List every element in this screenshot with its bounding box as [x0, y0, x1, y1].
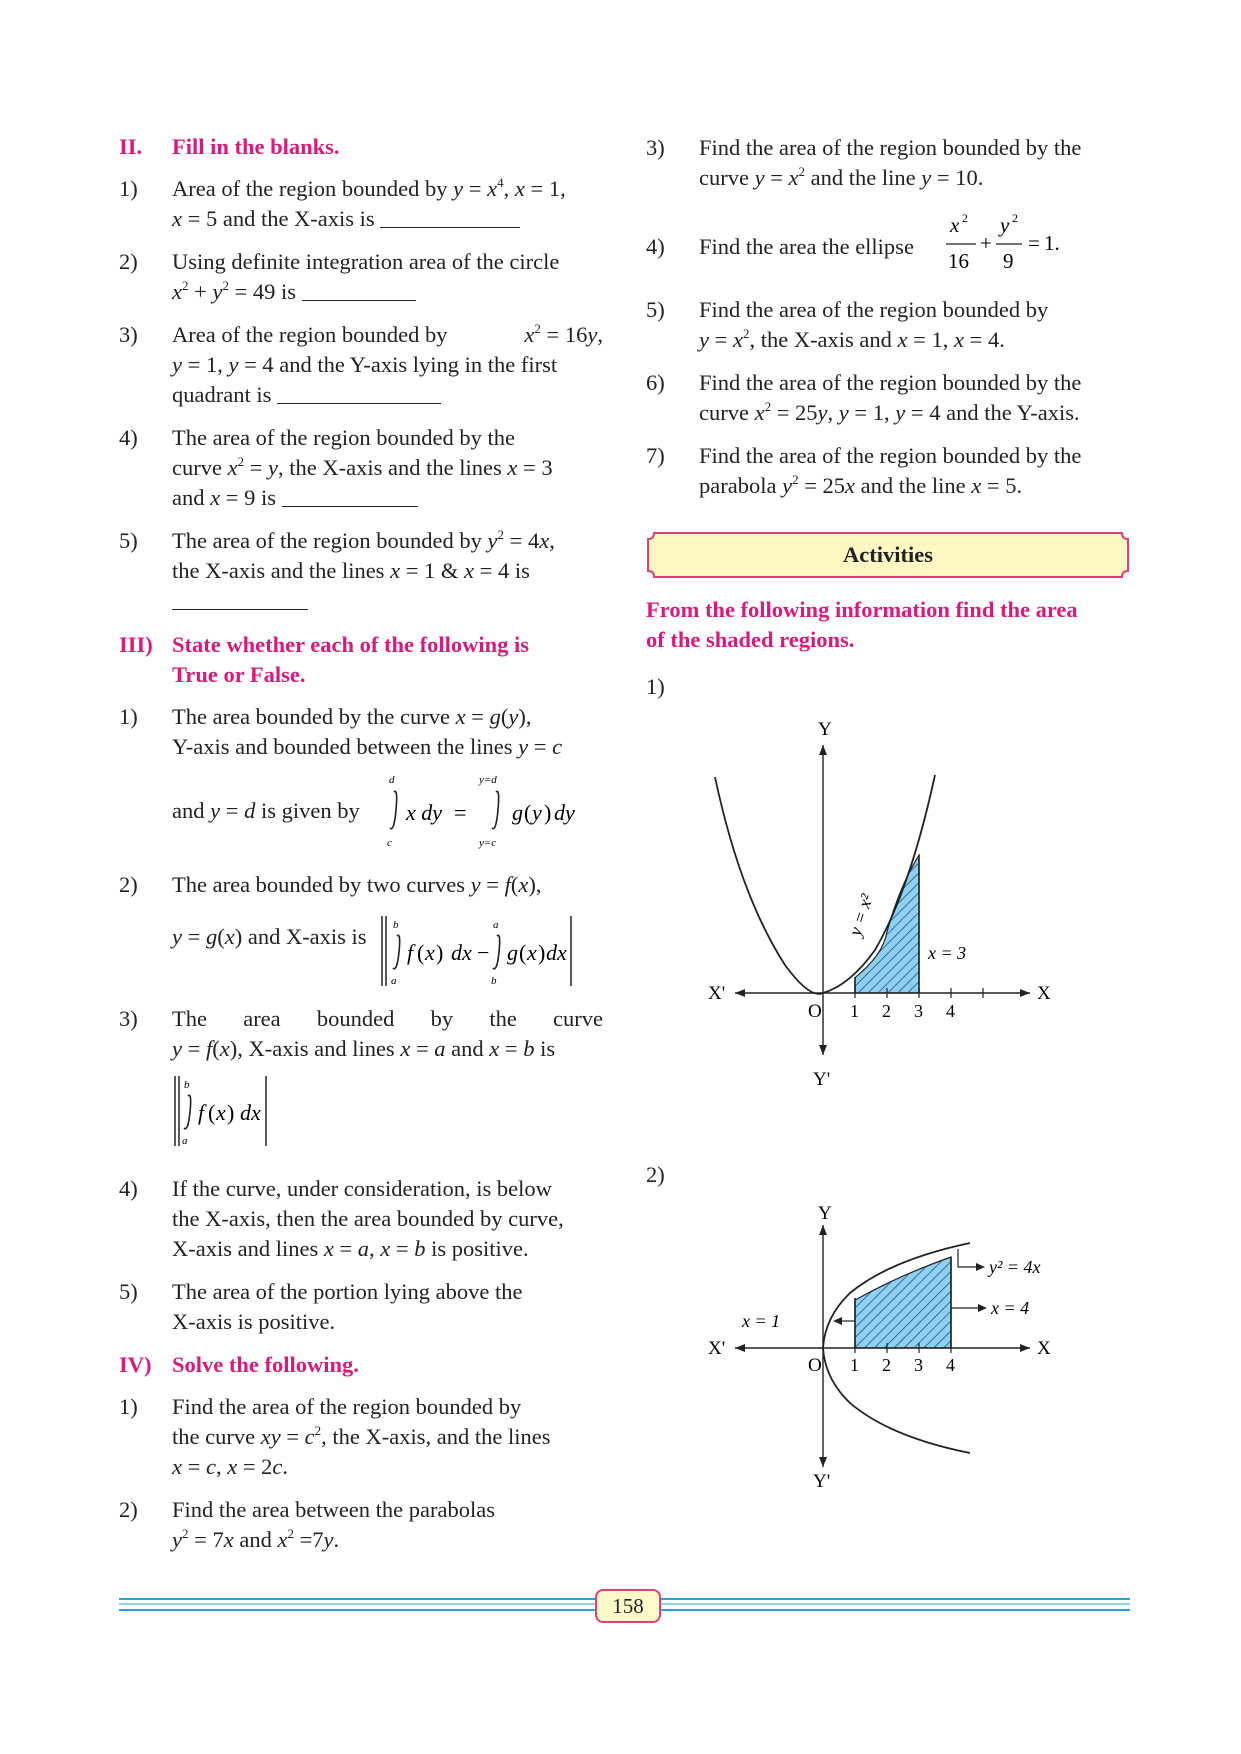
svg-text:9: 9: [1003, 249, 1014, 273]
activities-title: Activities: [843, 542, 933, 567]
svg-text:y: y: [1000, 213, 1010, 237]
tick-label: 3: [914, 1001, 923, 1021]
svg-text:a: a: [391, 975, 397, 987]
svg-text:b: b: [393, 919, 399, 931]
question-item: 3) Find the area of the region bounded by the curve $y = x^2$ and the line y = 10.: [646, 135, 1082, 190]
svg-text:b: b: [184, 1079, 190, 1091]
svg-text:(: (: [519, 940, 527, 965]
svg-text:x: x: [425, 940, 435, 965]
y-axis-label: Y: [818, 719, 832, 740]
tick-label: 2: [882, 1001, 891, 1021]
origin-label: O: [808, 1355, 822, 1376]
svg-text:2: 2: [962, 211, 968, 225]
question-item: 3) The area bounded by the curve y = f(x), X-axis and lines x = a and x = b is b a f ( x ) dx: [119, 1004, 603, 1154]
y-axis-neg-label: Y': [813, 1471, 831, 1492]
figure-2-parabola: [700, 1205, 1100, 1495]
x-axis-label: X: [1037, 1338, 1051, 1359]
svg-text:c: c: [387, 837, 392, 849]
svg-text:dx: dx: [451, 940, 472, 965]
svg-text:x dy: x dy: [406, 800, 443, 825]
svg-text:g: g: [512, 800, 523, 825]
activities-instruction: From the following information find the area of the shaded regions.: [646, 597, 1078, 652]
svg-text:): ): [544, 800, 552, 825]
question-item: 1) Area of the region bounded by $y = x^4$, x = 1, x = 5 and the X-axis is: [119, 175, 566, 231]
question-item: 5) Find the area of the region bounded by $y = x^2$, the X-axis and x = 1, x = 4.: [646, 297, 1049, 352]
tick-label: 1: [850, 1001, 859, 1021]
svg-text:=: =: [1028, 231, 1040, 255]
activities-banner: [646, 531, 1130, 579]
figure-number: 1): [646, 674, 665, 699]
svg-text:+: +: [980, 231, 992, 255]
svg-text:=: =: [454, 800, 467, 825]
svg-text:a: a: [493, 919, 499, 931]
question-item: 4) If the curve, under consideration, is below the X-axis, then the area bounded by curve, X-axis and lines x = a, x = b is positive.: [119, 1176, 564, 1261]
figure-1-parabola: [700, 715, 1080, 1095]
answer-blank[interactable]: [172, 589, 308, 610]
answer-blank[interactable]: [302, 280, 416, 301]
integral-formula: [384, 770, 604, 850]
svg-text:y: y: [532, 800, 542, 825]
svg-text:): ): [227, 1100, 235, 1125]
line-label: x = 3: [928, 943, 967, 963]
curve-label: y = x²: [844, 891, 877, 939]
svg-text:x: x: [216, 1100, 226, 1125]
tick-label: 4: [946, 1355, 955, 1375]
x-axis-neg-label: X': [708, 983, 726, 1004]
svg-text:(: (: [524, 800, 532, 825]
origin-label: O: [808, 1001, 822, 1022]
tick-label: 1: [850, 1355, 859, 1375]
svg-text:−: −: [477, 940, 490, 965]
x-axis-neg-label: X': [708, 1338, 726, 1359]
svg-text:y=c: y=c: [479, 837, 497, 849]
shaded-region: [855, 1257, 951, 1348]
svg-text:): ): [538, 940, 546, 965]
tick-label: 3: [914, 1355, 923, 1375]
svg-text:dx: dx: [240, 1100, 261, 1125]
question-item: 4) The area of the region bounded by the curve $x^2 = y$, the X-axis and the lines x = 3 and x = 9 is: [119, 425, 553, 510]
svg-text:): ): [436, 940, 444, 965]
page-number: 158: [595, 1589, 661, 1623]
question-item: 3) Area of the region bounded by $x^2 = 16y$, y = 1, y = 4 and the Y-axis lying in the first quadrant is: [119, 321, 603, 407]
page-footer: [119, 1585, 1130, 1625]
line-label: x = 4: [991, 1298, 1030, 1318]
question-item: 6) Find the area of the region bounded by the curve $x^2 = 25y$, y = 1, y = 4 and the Y-axis.: [646, 370, 1082, 425]
question-item: 5) The area of the region bounded by $y^2 = 4x$, the X-axis and the lines x = 1 & x = 4 is: [119, 526, 603, 616]
svg-text:x: x: [527, 940, 537, 965]
svg-text:16: 16: [948, 249, 969, 273]
svg-text:(: (: [417, 940, 425, 965]
svg-text:2: 2: [1012, 211, 1018, 225]
question-item: 2) Find the area between the parabolas $y^2 = 7x$ and $x^2 =7y$.: [119, 1497, 495, 1552]
question-item: 1) The area bounded by the curve x = g(y), Y-axis and bounded between the lines y = c and y = d is given by d c x dy = y=d y=c g ( y ) dy: [119, 702, 603, 852]
svg-text:dy: dy: [554, 800, 575, 825]
question-item: 2) The area bounded by two curves y = f(x), y = g(x) and X-axis is b a f ( x ) dx − a b g ( x ) dx: [119, 870, 603, 980]
ellipse-equation: [942, 210, 1082, 280]
section-heading-fill-blanks: II. Fill in the blanks.: [119, 134, 340, 159]
question-item: 5) The area of the portion lying above the X-axis is positive.: [119, 1279, 523, 1334]
svg-text:dx: dx: [546, 940, 567, 965]
line-label: x = 1: [742, 1311, 781, 1331]
section-heading-true-false: III) State whether each of the following is True or False.: [119, 632, 530, 687]
answer-blank[interactable]: [282, 486, 418, 507]
curve-label: y² = 4x: [989, 1257, 1041, 1277]
tick-label: 2: [882, 1355, 891, 1375]
answer-blank[interactable]: [380, 207, 520, 228]
tick-label: 4: [946, 1001, 955, 1021]
area-formula: [172, 1072, 282, 1150]
question-item: 2) Using definite integration area of the circle $x^2 + y^2 = 49$ is: [119, 249, 560, 304]
svg-text:f: f: [198, 1100, 205, 1125]
svg-text:(: (: [208, 1100, 216, 1125]
x-axis-label: X: [1037, 983, 1051, 1004]
svg-text:f: f: [407, 940, 414, 965]
answer-blank[interactable]: [277, 383, 441, 404]
question-item: 7) Find the area of the region bounded by the parabola $y^2 = 25x$ and the line x = 5.: [646, 443, 1082, 498]
svg-text:a: a: [182, 1135, 188, 1147]
svg-text:1.: 1.: [1044, 231, 1060, 255]
question-item: 1) Find the area of the region bounded by the curve xy = $c^2$, the X-axis, and the lines x = c, x = 2c.: [119, 1394, 551, 1479]
svg-text:d: d: [389, 774, 395, 786]
area-between-curves-formula: [379, 912, 609, 990]
y-axis-neg-label: Y': [813, 1069, 831, 1090]
svg-text:g: g: [507, 940, 518, 965]
figure-number: 2): [646, 1162, 665, 1187]
question-item: 4) Find the area the ellipse x 2 16 + y 2 9 = 1.: [646, 210, 1130, 280]
svg-text:y=d: y=d: [479, 774, 497, 786]
svg-text:b: b: [491, 975, 497, 987]
section-heading-solve: IV) Solve the following.: [119, 1352, 359, 1377]
svg-text:x: x: [950, 213, 960, 237]
y-axis-label: Y: [818, 1205, 832, 1224]
